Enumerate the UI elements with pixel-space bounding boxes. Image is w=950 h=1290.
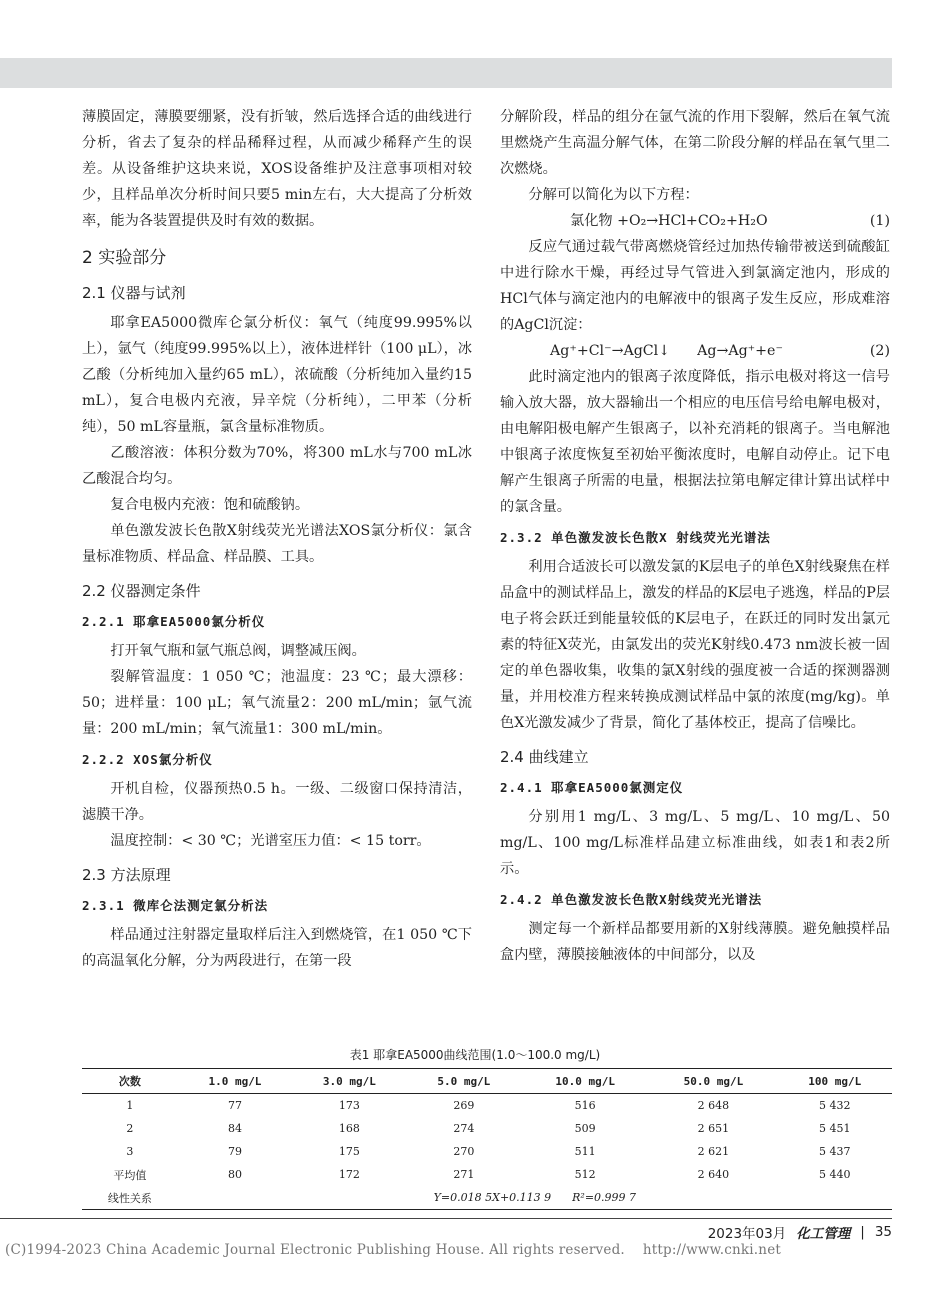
paragraph: 裂解管温度：1 050 ℃；池温度：23 ℃；最大漂移：50；进样量：100 μL；氧气流量2：200 mL/min；氩气流量：200 mL/min；氧气流量1：300 mL/min。 [82, 669, 472, 737]
table-header-cell: 次数 [82, 1069, 178, 1094]
paragraph: 反应气通过载气带离燃烧管经过加热传输带被送到硫酸缸中进行除水干燥，再经过导气管进入到氯滴定池内，形成的HCl气体与滴定池内的电解液中的银离子发生反应，形成难溶的AgCl沉淀： [500, 239, 890, 333]
table-cell: 270 [453, 1145, 475, 1158]
table-cell: 512 [574, 1168, 596, 1181]
equation-text: 氯化物 +O₂→HCl+CO₂+H₂O [570, 213, 768, 229]
table-cell: 80 [227, 1168, 242, 1181]
subsubsection-heading: 2.2.1 耶拿EA5000氯分析仪 [82, 614, 266, 629]
paragraph: 分别用1 mg/L、3 mg/L、5 mg/L、10 mg/L、50 mg/L、100 mg/L标准样品建立标准曲线，如表1和表2所示。 [500, 809, 890, 877]
table-cell: 509 [574, 1122, 596, 1135]
paragraph: 开机自检，仪器预热0.5 h。一级、二级窗口保持清洁，滤膜干净。 [82, 781, 472, 823]
subsubsection-heading: 2.3.1 微库仑法测定氯分析法 [82, 898, 269, 913]
subsubsection-heading: 2.4.1 耶拿EA5000氯测定仪 [500, 780, 684, 795]
table-cell: 511 [574, 1145, 596, 1158]
table-header-row [82, 1069, 892, 1094]
journal-name: 化工管理 [796, 1226, 851, 1242]
table-cell: 84 [227, 1122, 242, 1135]
paragraph: 分解可以简化为以下方程： [528, 187, 699, 203]
table-cell: 5 437 [819, 1145, 851, 1158]
paragraph: 利用合适波长可以激发氯的K层电子的单色X射线聚焦在样品盒中的测试样品上，激发的样品的K层电子逃逸，样品的P层电子将会跃迁到能量较低的K层电子，在跃迁的同时发出氯元素的特征X荧光，由氯发出的荧光K射线0.473 nm波长被一固定的单色器收集，收集的氯X射线的强度被一合适的探测器测量，并用校准方程来转换成测试样品中氯的浓度(mg/kg)。单色X光激发减少了背景，简化了基体校正，提高了信噪比。 [500, 559, 890, 731]
paragraph: 单色激发波长色散X射线荧光光谱法XOS氯分析仪：氯含量标准物质、样品盒、样品膜、工具。 [82, 523, 472, 565]
table-caption: 表1 耶拿EA5000曲线范围(1.0～100.0 mg/L) [349, 1048, 601, 1062]
issue-date: 2023年03月 [707, 1226, 787, 1242]
table-cell: 3 [126, 1145, 134, 1158]
subsubsection-heading: 2.4.2 单色激发波长色散X射线荧光光谱法 [500, 892, 763, 907]
table-header-cell: 1.0 mg/L [178, 1069, 292, 1094]
table-cell-linear-equation: Y=0.018 5X+0.113 9 R²=0.999 7 [178, 1186, 892, 1210]
subsubsection-heading: 2.2.2 XOS氯分析仪 [82, 752, 213, 767]
table-cell: 79 [227, 1145, 242, 1158]
equation-number: (1) [869, 213, 890, 229]
table-cell: 线性关系 [82, 1186, 178, 1210]
table-cell: 1 [126, 1099, 134, 1112]
table-cell: 271 [453, 1168, 475, 1181]
subsection-heading: 2.2 仪器测定条件 [82, 582, 201, 600]
table-cell: 175 [338, 1145, 360, 1158]
table-row [82, 1117, 892, 1140]
table-cell: 269 [453, 1099, 475, 1112]
paragraph: 温度控制：< 30 ℃；光谱室压力值：< 15 torr。 [110, 833, 431, 849]
equation-text: Ag⁺+Cl⁻→AgCl↓ Ag→Ag⁺+e⁻ [550, 343, 783, 359]
paragraph: 复合电极内充液：饱和硫酸钠。 [110, 497, 310, 513]
subsubsection-heading: 2.3.2 单色激发波长色散X 射线荧光光谱法 [500, 530, 771, 545]
table-row [82, 1163, 892, 1186]
table-cell: 5 451 [819, 1122, 851, 1135]
equation-2 [500, 338, 890, 364]
table-cell: 2 640 [697, 1168, 730, 1181]
subsection-heading: 2.1 仪器与试剂 [82, 284, 186, 302]
table-cell: 2 [126, 1122, 134, 1135]
paragraph: 样品通过注射器定量取样后注入到燃烧管，在1 050 ℃下的高温氧化分解，分为两段进行，在第一段 [82, 927, 472, 969]
footer-divider [0, 1218, 892, 1219]
table-row [82, 1140, 892, 1163]
table-row [82, 1094, 892, 1118]
paragraph: 耶拿EA5000微库仑氯分析仪：氧气（纯度99.995%以上），氩气（纯度99.995%以上），液体进样针（100 μL），冰乙酸（分析纯加入量约65 mL），浓硫酸（分析纯加入量约15 mL），复合电极内充液，异辛烷（分析纯），二甲苯（分析纯），50 mL容量瓶，氯含量标准物质。 [82, 315, 472, 435]
paragraph: 此时滴定池内的银离子浓度降低，指示电极对将这一信号输入放大器，放大器输出一个相应的电压信号给电解电极对，由电解阳极电解产生银离子，以补充消耗的银离子。当电解池中银离子浓度恢复至初始平衡浓度时，电解自动停止。记下电解产生银离子所需的电量，根据法拉第电解定律计算出试样中的氯含量。 [500, 369, 890, 515]
table-cell: 平均值 [113, 1168, 147, 1182]
right-column [500, 104, 890, 968]
paragraph: 打开氧气瓶和氩气瓶总阀，调整减压阀。 [110, 643, 366, 659]
table-header-cell: 50.0 mg/L [649, 1069, 777, 1094]
table-cell: 2 651 [697, 1122, 730, 1135]
paragraph: 测定每一个新样品都要用新的X射线薄膜。避免触摸样品盒内壁，薄膜接触液体的中间部分，以及 [500, 921, 890, 963]
section-heading: 2 实验部分 [82, 248, 167, 268]
paragraph: 乙酸溶液：体积分数为70%，将300 mL水与700 mL冰乙酸混合均匀。 [82, 445, 472, 487]
table-cell: 2 621 [697, 1145, 730, 1158]
table-header-cell: 100 mg/L [778, 1069, 892, 1094]
table-cell: 172 [338, 1168, 360, 1181]
table-cell: 173 [338, 1099, 360, 1112]
table-cell: 5 432 [819, 1099, 851, 1112]
table-header-cell: 3.0 mg/L [292, 1069, 406, 1094]
page-number: 35 [874, 1224, 892, 1240]
footer-separator: | [860, 1224, 865, 1240]
table-cell: 274 [453, 1122, 475, 1135]
table-cell: 5 440 [819, 1168, 851, 1181]
table-header-cell: 5.0 mg/L [407, 1069, 521, 1094]
table-cell: 168 [338, 1122, 360, 1135]
table-cell: 2 648 [697, 1099, 730, 1112]
left-column [82, 104, 472, 974]
table-header-cell: 10.0 mg/L [521, 1069, 649, 1094]
header-band [0, 58, 892, 88]
paragraph: 分解阶段，样品的组分在氩气流的作用下裂解，然后在氧气流里燃烧产生高温分解气体，在第二阶段分解的样品在氧气里二次燃烧。 [500, 109, 890, 177]
table-row-linear [82, 1186, 892, 1210]
data-table [82, 1068, 892, 1210]
paragraph: 薄膜固定，薄膜要绷紧，没有折皱，然后选择合适的曲线进行分析，省去了复杂的样品稀释过程，从而减少稀释产生的误差。从设备维护这块来说，XOS设备维护及注意事项相对较少，且样品单次分析时间只要5 min左右，大大提高了分析效率，能为各装置提供及时有效的数据。 [82, 109, 472, 229]
equation-number: (2) [869, 343, 890, 359]
table-cell: 77 [227, 1099, 242, 1112]
subsection-heading: 2.3 方法原理 [82, 866, 171, 884]
table-cell: 516 [574, 1099, 596, 1112]
copyright-notice: (C)1994-2023 China Academic Journal Electronic Publishing House. All rights reserved. http://www.cnki.net [5, 1242, 782, 1258]
page-footer [708, 1222, 892, 1242]
equation-1 [500, 208, 890, 234]
subsection-heading: 2.4 曲线建立 [500, 748, 589, 766]
